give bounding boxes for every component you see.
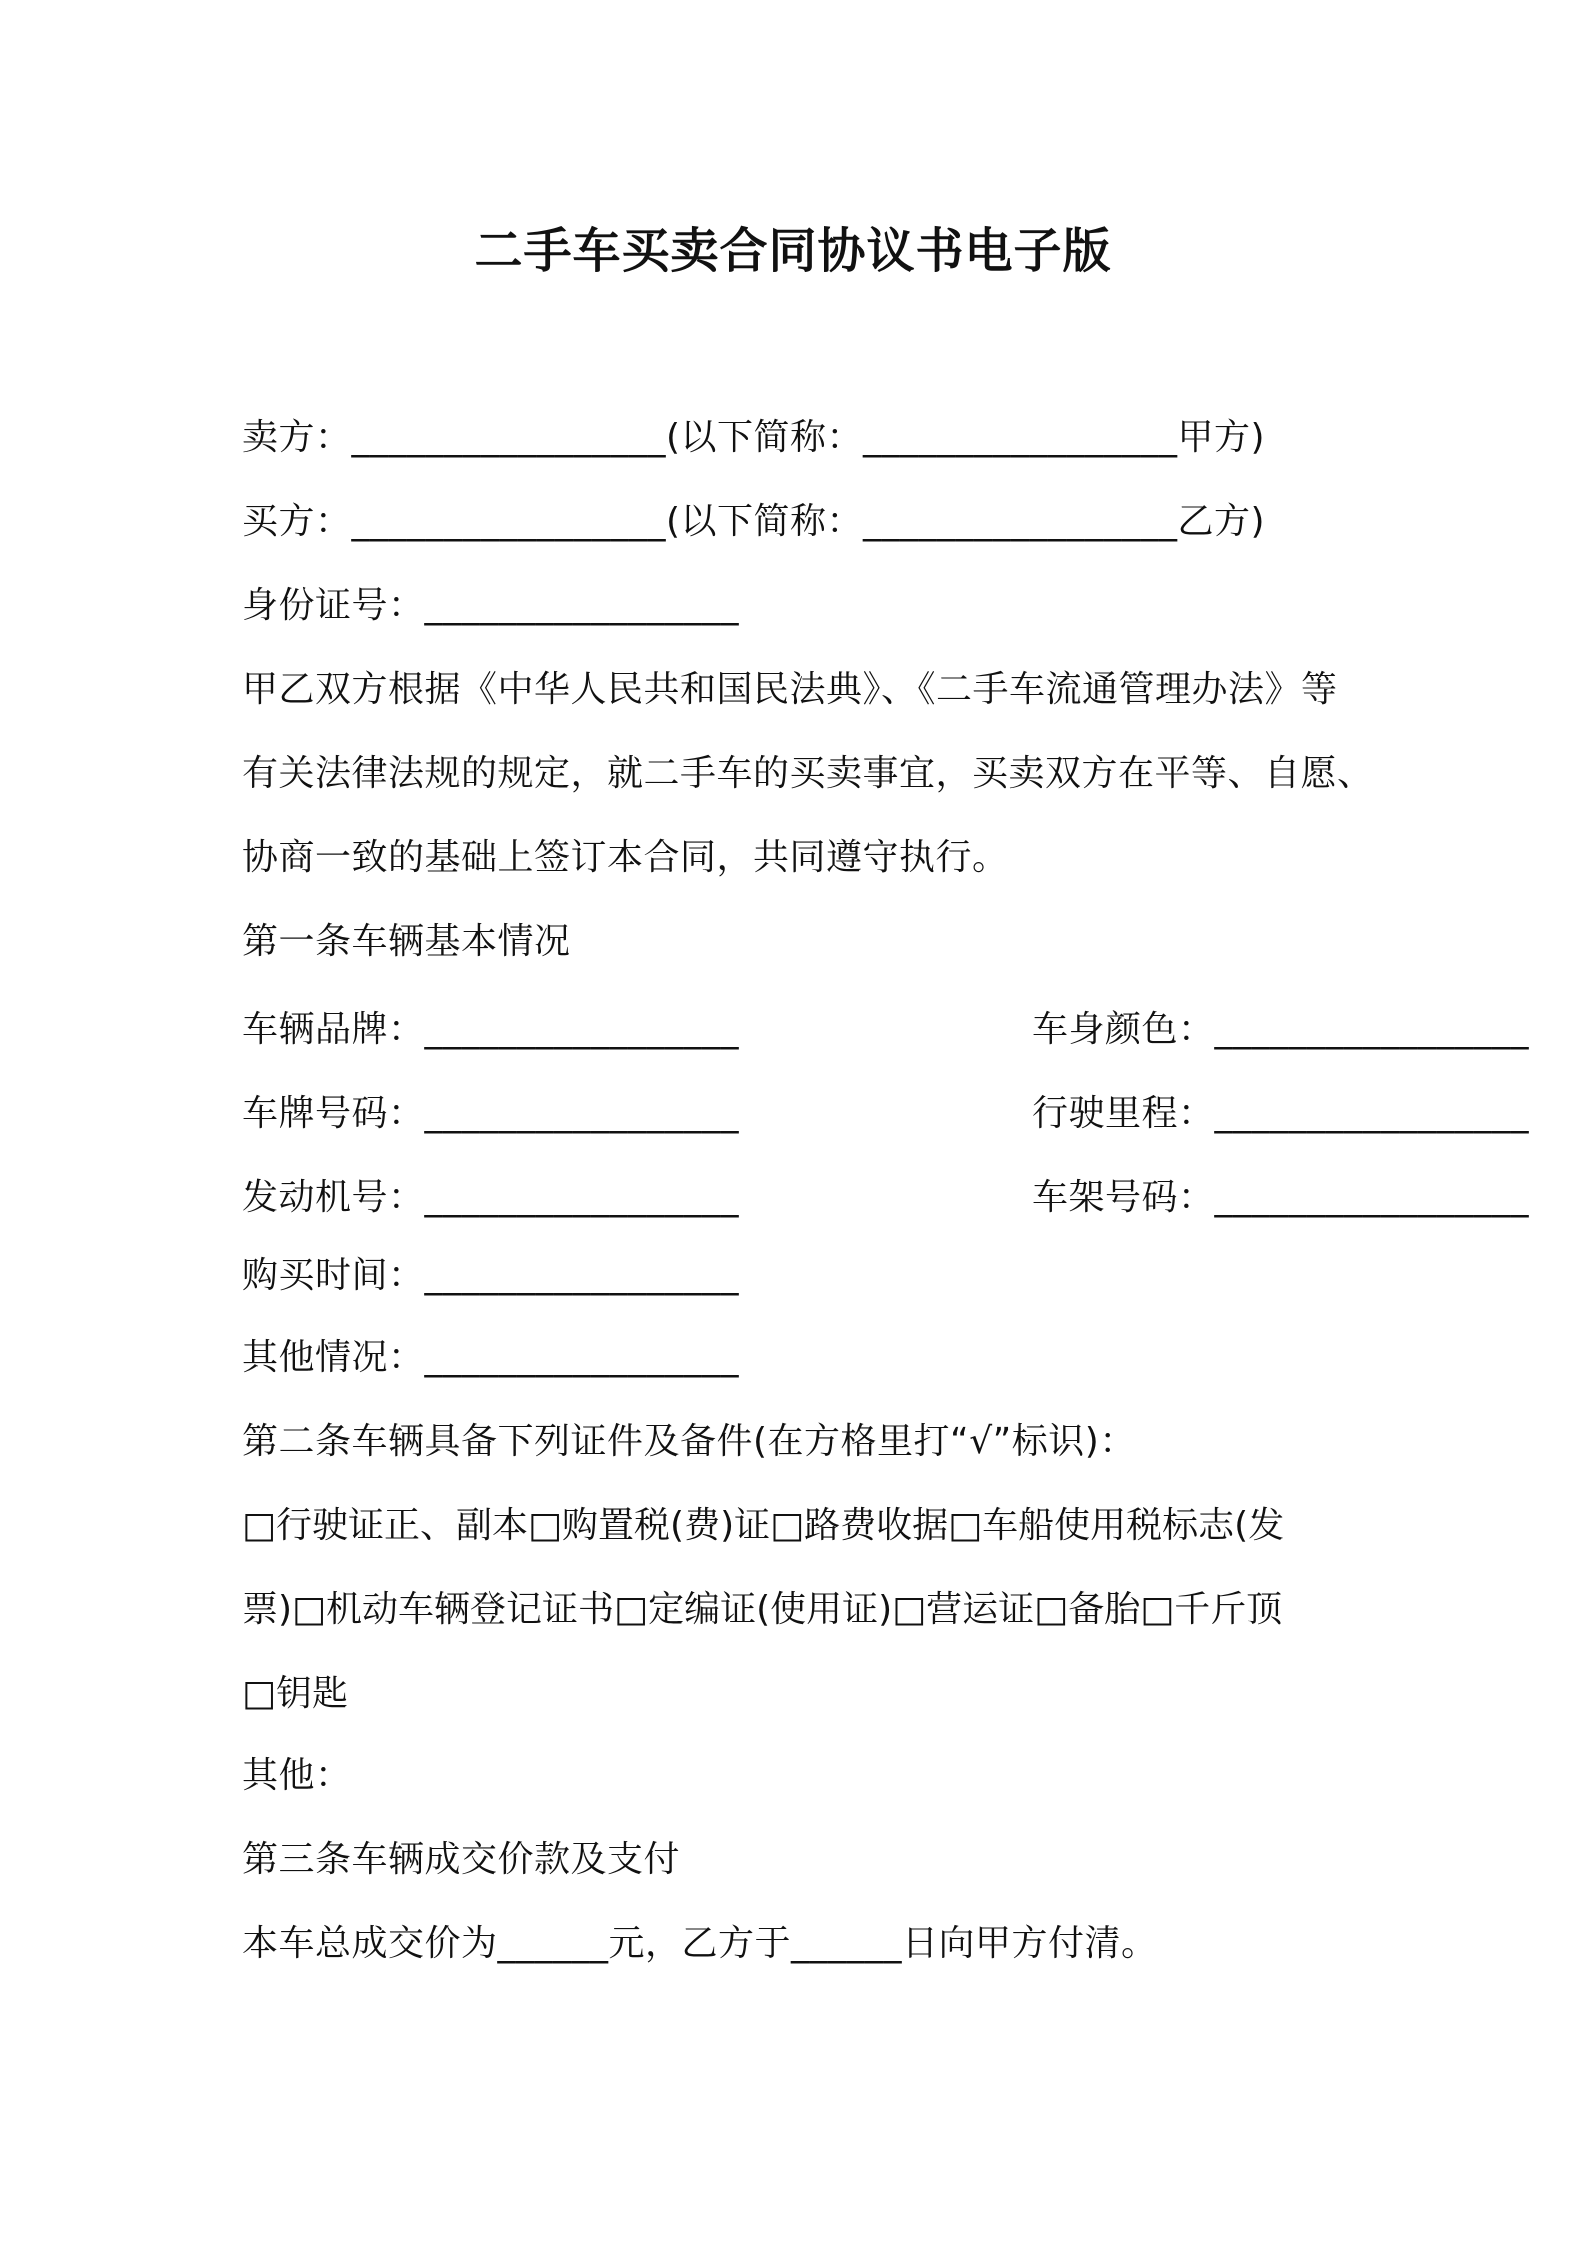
article-1-heading: 第一条车辆基本情况 xyxy=(242,921,571,962)
vehicle-color-field: 车身颜色：_________________ xyxy=(1032,1009,1530,1050)
intro-line-2: 有关法律法规的规定，就二手车的买卖事宜，买卖双方在平等、自愿、 xyxy=(242,753,1374,794)
id-number-line: 身份证号：_________________ xyxy=(242,585,740,626)
article-2-heading: 第二条车辆具备下列证件及备件(在方格里打“√”标识)： xyxy=(242,1421,1136,1462)
other-situation-field: 其他情况：_________________ xyxy=(242,1337,740,1378)
intro-line-3: 协商一致的基础上签订本合同，共同遵守执行。 xyxy=(242,837,1009,878)
price-line: 本车总成交价为______元，乙方于______日向甲方付清。 xyxy=(242,1923,1158,1964)
plate-number-field: 车牌号码：_________________ xyxy=(242,1093,740,1134)
engine-number-field: 发动机号：_________________ xyxy=(242,1177,740,1218)
purchase-time-field: 购买时间：_________________ xyxy=(242,1255,740,1296)
checklist-line-3: □钥匙 xyxy=(242,1673,349,1714)
document-title: 二手车买卖合同协议书电子版 xyxy=(474,223,1112,279)
checklist-line-2: 票)□机动车辆登记证书□定编证(使用证)□营运证□备胎□千斤顶 xyxy=(242,1589,1283,1630)
article-3-heading: 第三条车辆成交价款及支付 xyxy=(242,1839,681,1880)
buyer-line: 买方：_________________(以下简称：_________________乙方) xyxy=(242,501,1266,542)
checklist-line-1: □行驶证正、副本□购置税(费)证□路费收据□车船使用税标志(发 xyxy=(242,1505,1285,1546)
mileage-field: 行驶里程：_________________ xyxy=(1032,1093,1530,1134)
seller-line: 卖方：_________________(以下简称：_________________甲方) xyxy=(242,417,1266,458)
vehicle-row-plate-mileage xyxy=(242,1090,1530,1138)
vehicle-row-engine-frame xyxy=(242,1174,1530,1222)
vehicle-brand-field: 车辆品牌：_________________ xyxy=(242,1009,740,1050)
other-label: 其他： xyxy=(242,1755,352,1796)
vehicle-row-brand-color xyxy=(242,1006,1530,1054)
frame-number-field: 车架号码：_________________ xyxy=(1032,1177,1530,1218)
intro-line-1: 甲乙双方根据《中华人民共和国民法典》、《二手车流通管理办法》等 xyxy=(242,669,1338,710)
